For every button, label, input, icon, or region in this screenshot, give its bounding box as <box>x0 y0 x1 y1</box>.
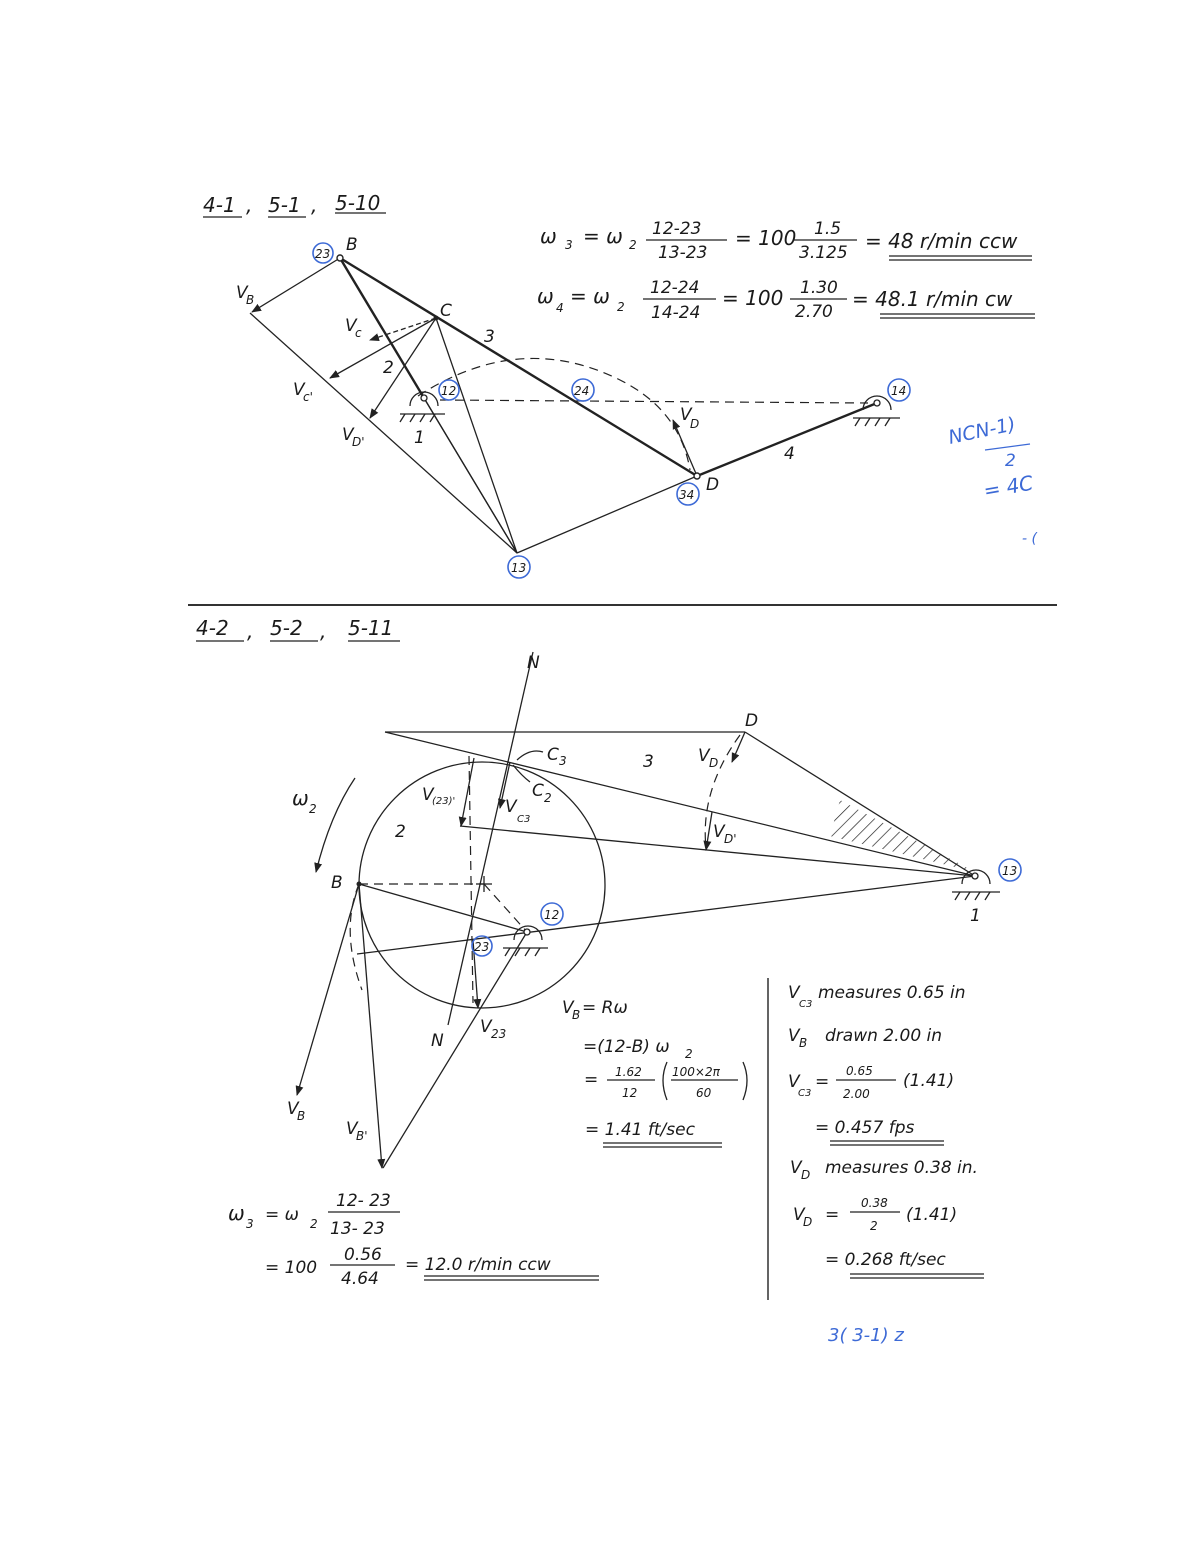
link-2-line <box>359 884 527 932</box>
svg-text:12-24: 12-24 <box>650 278 700 298</box>
svg-text:B: B <box>799 1036 808 1050</box>
label-v23-prime <box>422 785 455 807</box>
joint-b <box>337 255 343 261</box>
svg-text:B: B <box>246 293 255 307</box>
svg-text:V: V <box>287 1099 299 1119</box>
svg-text:3: 3 <box>246 1217 254 1231</box>
ic-23 <box>313 243 333 263</box>
svg-text:=: = <box>584 1070 599 1090</box>
svg-text:measures 0.38 in.: measures 0.38 in. <box>825 1158 978 1178</box>
svg-text:23: 23 <box>315 247 331 261</box>
svg-text:3: 3 <box>565 238 573 252</box>
hatched-region <box>830 800 975 872</box>
svg-text:14-24: 14-24 <box>651 303 701 323</box>
title-part-2: 5-2 <box>270 616 303 640</box>
title-part-2: 5-1 <box>268 193 301 217</box>
svg-text:2: 2 <box>310 1217 318 1231</box>
svg-text:C3: C3 <box>799 999 813 1010</box>
svg-text:V: V <box>422 785 434 805</box>
crank-circle <box>359 762 605 1008</box>
link-3-bottom <box>385 732 975 876</box>
svg-text:1.62: 1.62 <box>615 1065 642 1079</box>
vd-prime-arrow <box>370 318 436 418</box>
v23-prime-arrow <box>461 758 474 826</box>
margin-notes <box>946 413 1037 547</box>
label-vd <box>698 746 718 770</box>
svg-text:V: V <box>788 983 800 1003</box>
svg-text:2.70: 2.70 <box>795 302 833 322</box>
svg-text:ω: ω <box>540 224 557 248</box>
svg-text:2: 2 <box>617 300 625 314</box>
svg-text:ω: ω <box>537 284 554 308</box>
vd-prime-arrow <box>706 812 712 850</box>
svg-text:100×2π: 100×2π <box>672 1065 720 1079</box>
label-b: B <box>346 235 358 255</box>
svg-text:=(12-B) ω: =(12-B) ω <box>583 1037 670 1057</box>
construction-line <box>383 932 527 1168</box>
svg-text:= 100: = 100 <box>722 286 784 310</box>
construction-line <box>357 876 975 954</box>
omega3-calculation <box>228 1191 599 1289</box>
svg-text:V: V <box>342 425 354 445</box>
ic-12 <box>541 903 563 925</box>
svg-text:2: 2 <box>544 791 552 805</box>
svg-text:NCN-1): NCN-1) <box>946 413 1018 449</box>
right-calculation <box>788 983 984 1278</box>
label-vd-prime <box>342 425 365 449</box>
svg-text:= ω: = ω <box>570 284 610 308</box>
footer-note: 3( 3-1) z <box>828 1325 904 1346</box>
label-link-3: 3 <box>643 752 654 772</box>
label-vd <box>680 405 699 431</box>
svg-text:D: D <box>803 1215 813 1229</box>
label-link-2: 2 <box>383 358 394 378</box>
svg-text:23: 23 <box>491 1027 507 1041</box>
svg-text:= 48 r/min ccw: = 48 r/min ccw <box>865 229 1018 253</box>
label-d: D <box>745 711 759 731</box>
label-vb <box>287 1099 305 1123</box>
joint-b <box>357 882 362 887</box>
ic-23 <box>472 936 492 956</box>
svg-text:= 1.41 ft/sec: = 1.41 ft/sec <box>585 1120 695 1140</box>
title-part-3: 5-11 <box>348 616 394 640</box>
label-vc-prime <box>293 380 313 404</box>
svg-text:C3: C3 <box>798 1088 812 1099</box>
svg-text:= ω: = ω <box>265 1205 299 1225</box>
svg-text:V: V <box>293 380 305 400</box>
ic-13 <box>508 556 530 578</box>
svg-text:4.64: 4.64 <box>341 1269 379 1289</box>
svg-text:V: V <box>480 1017 492 1037</box>
svg-text:=: = <box>825 1205 840 1225</box>
label-ground-1: 1 <box>414 428 425 448</box>
problem2-title <box>196 616 400 643</box>
svg-text:V: V <box>345 316 357 336</box>
svg-text:D: D <box>709 756 719 770</box>
label-ground-1: 1 <box>970 906 981 926</box>
svg-text:C3: C3 <box>517 814 531 825</box>
svg-text:V: V <box>788 1072 800 1092</box>
label-omega2 <box>292 786 317 816</box>
svg-text:D': D' <box>352 435 365 449</box>
vb-arrow <box>252 258 340 312</box>
joint-c <box>434 316 439 321</box>
svg-text:2: 2 <box>629 238 637 252</box>
svg-text:c': c' <box>303 390 313 404</box>
svg-text:C: C <box>532 781 544 801</box>
svg-text:2: 2 <box>685 1047 693 1061</box>
vb-arrow <box>297 884 359 1095</box>
construction-line <box>436 318 517 553</box>
svg-text:V: V <box>562 998 574 1018</box>
svg-text:= ω: = ω <box>583 224 623 248</box>
svg-text:13: 13 <box>1002 864 1018 878</box>
svg-text:V: V <box>788 1026 800 1046</box>
svg-text:13: 13 <box>511 561 527 575</box>
svg-text:,: , <box>320 619 327 643</box>
svg-text:4: 4 <box>556 301 564 315</box>
svg-text:2: 2 <box>309 802 317 816</box>
construction-line <box>424 398 517 553</box>
svg-text:c: c <box>355 326 362 340</box>
svg-text:B: B <box>297 1109 306 1123</box>
svg-text:3: 3 <box>559 754 567 768</box>
svg-text:(23)': (23)' <box>432 796 456 807</box>
svg-text:0.65: 0.65 <box>846 1064 873 1078</box>
label-n-top: N <box>527 653 540 673</box>
ic-34 <box>677 483 699 505</box>
svg-text:drawn 2.00 in: drawn 2.00 in <box>825 1026 943 1046</box>
svg-text:,: , <box>311 193 318 217</box>
svg-text:24: 24 <box>574 384 590 398</box>
svg-text:,: , <box>247 619 254 643</box>
svg-text:14: 14 <box>891 384 907 398</box>
label-vc3 <box>505 797 530 825</box>
svg-text:B': B' <box>356 1129 368 1143</box>
svg-text:V: V <box>236 283 248 303</box>
svg-text:2: 2 <box>1005 451 1016 471</box>
joint-d <box>694 473 700 479</box>
label-n-bottom: N <box>431 1031 444 1051</box>
svg-text:12- 23: 12- 23 <box>336 1191 391 1211</box>
svg-text:= 0.268 ft/sec: = 0.268 ft/sec <box>825 1250 946 1270</box>
svg-text:3.125: 3.125 <box>799 243 848 263</box>
ground-pivot-12 <box>400 392 445 422</box>
title-part-1: 4-2 <box>196 616 229 640</box>
svg-text:= 4C: = 4C <box>981 470 1035 503</box>
label-vb <box>236 283 254 307</box>
ground-line <box>440 400 868 403</box>
normal-line-nn <box>448 652 533 1025</box>
svg-text:2: 2 <box>870 1219 878 1233</box>
svg-text:D: D <box>801 1168 811 1182</box>
link-4 <box>697 403 877 476</box>
svg-text:13-23: 13-23 <box>658 243 708 263</box>
problem2 <box>196 616 1021 1346</box>
svg-text:measures 0.65 in: measures 0.65 in <box>818 983 966 1003</box>
svg-text:(1.41): (1.41) <box>906 1205 958 1225</box>
svg-text:0.56: 0.56 <box>344 1245 382 1265</box>
svg-text:V: V <box>680 405 692 425</box>
svg-text:ω: ω <box>292 786 309 810</box>
problem1 <box>203 191 1038 578</box>
dash-line <box>484 884 527 932</box>
svg-text:V: V <box>790 1158 802 1178</box>
svg-text:13- 23: 13- 23 <box>330 1219 385 1239</box>
svg-text:=: = <box>815 1072 830 1092</box>
vb-calculation <box>562 998 747 1147</box>
label-vc <box>345 316 362 340</box>
label-link-2: 2 <box>395 822 406 842</box>
label-v23 <box>480 1017 506 1041</box>
label-link-3: 3 <box>484 327 495 347</box>
ic-13 <box>999 859 1021 881</box>
label-c3 <box>517 745 567 768</box>
svg-text:= 12.0 r/min ccw: = 12.0 r/min ccw <box>405 1255 551 1275</box>
ic-12 <box>439 380 459 400</box>
svg-text:= 100: = 100 <box>735 226 797 250</box>
svg-text:2.00: 2.00 <box>843 1087 870 1101</box>
velocity-base-line <box>250 313 517 553</box>
svg-text:= 48.1 r/min cw: = 48.1 r/min cw <box>852 287 1013 311</box>
svg-text:= 0.457 fps: = 0.457 fps <box>815 1118 915 1138</box>
problem1-title <box>203 191 386 217</box>
svg-text:,: , <box>246 193 253 217</box>
svg-text:0.38: 0.38 <box>861 1196 888 1210</box>
svg-text:1.5: 1.5 <box>814 219 842 239</box>
svg-text:(1.41): (1.41) <box>903 1071 955 1091</box>
link-3-right <box>745 732 975 876</box>
svg-text:12: 12 <box>622 1086 638 1100</box>
dash-line <box>469 756 473 1003</box>
label-c: C <box>440 301 452 321</box>
svg-text:23: 23 <box>474 940 490 954</box>
svg-text:60: 60 <box>696 1086 712 1100</box>
label-b: B <box>331 873 343 893</box>
omega2-arrow <box>316 778 355 872</box>
construction-line <box>517 476 697 553</box>
svg-text:12-23: 12-23 <box>652 219 702 239</box>
svg-text:34: 34 <box>679 488 695 502</box>
title-part-3: 5-10 <box>335 191 381 215</box>
svg-text:B: B <box>572 1008 581 1022</box>
title-part-1: 4-1 <box>203 193 236 217</box>
label-vd-prime <box>713 822 737 846</box>
label-link-4: 4 <box>784 444 795 464</box>
svg-text:D: D <box>690 417 700 431</box>
svg-text:= Rω: = Rω <box>582 998 628 1018</box>
svg-text:12: 12 <box>441 384 457 398</box>
svg-text:D': D' <box>724 832 737 846</box>
svg-text:V: V <box>505 797 517 817</box>
svg-text:1.30: 1.30 <box>800 278 838 298</box>
ic-24 <box>572 379 594 401</box>
omega4-equation <box>537 278 1035 323</box>
label-vb-prime <box>346 1119 368 1143</box>
svg-text:V: V <box>346 1119 358 1139</box>
label-d: D <box>706 475 720 495</box>
arc <box>418 358 690 470</box>
omega3-equation <box>540 219 1032 263</box>
vb-prime-arrow <box>359 884 382 1168</box>
svg-text:ω: ω <box>228 1201 245 1225</box>
svg-text:12: 12 <box>544 908 560 922</box>
svg-text:C: C <box>547 745 559 765</box>
svg-text:V: V <box>793 1205 805 1225</box>
ic-14 <box>888 379 910 401</box>
svg-text:= 100: = 100 <box>265 1258 318 1278</box>
svg-text:V: V <box>698 746 710 766</box>
svg-text:V: V <box>713 822 725 842</box>
svg-text:- (: - ( <box>1022 531 1037 547</box>
